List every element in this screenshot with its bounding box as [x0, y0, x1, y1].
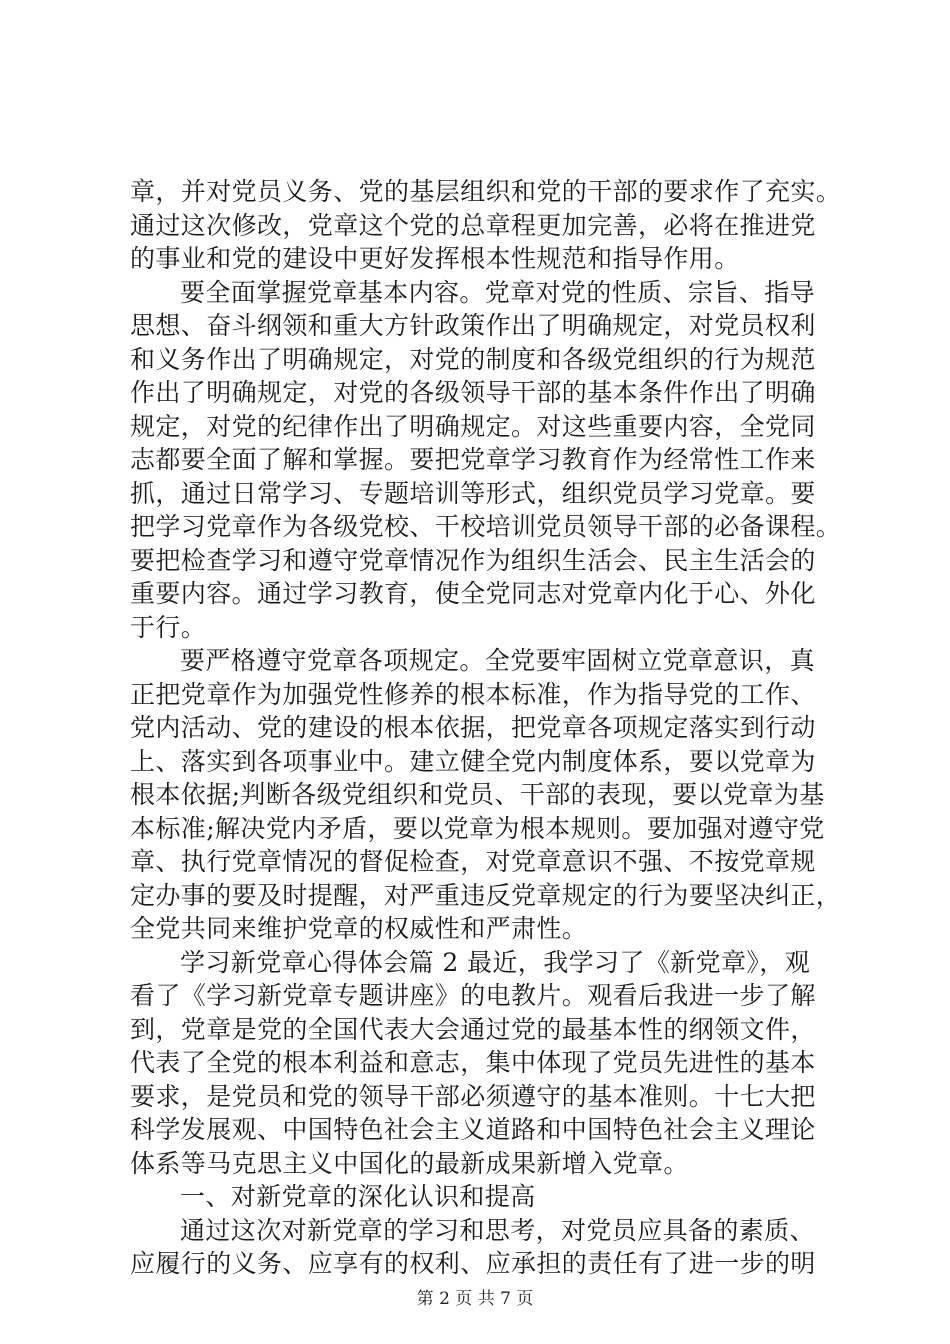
text-line: 重要内容。通过学习教育，使全党同志对党章内化于心、外化 [130, 579, 816, 608]
page-number-label: 第 2 页 共 7 页 [416, 1289, 534, 1309]
text-line: 通过这次修改，党章这个党的总章程更加完善，必将在推进党 [130, 210, 816, 240]
text-line: 的事业和党的建设中更好发挥根本性规范和指导作用。 [130, 244, 740, 273]
text-line: 章、执行党章情况的督促检查，对党章意识不强、不按党章规 [130, 847, 816, 876]
text-line: 应履行的义务、应享有的权利、应承担的责任有了进一步的明 [130, 1249, 816, 1278]
page-footer [0, 1284, 950, 1309]
text-line: 要严格遵守党章各项规定。全党要牢固树立党章意识，真 [180, 646, 816, 675]
text-line: 通过这次对新党章的学习和思考，对党员应具备的素质、 [180, 1215, 816, 1245]
text-line: 把学习党章作为各级党校、干校培训党员领导干部的必备课程。 [130, 512, 842, 541]
text-line: 定办事的要及时提醒，对严重违反党章规定的行为要坚决纠正， [130, 880, 842, 910]
text-line: 代表了全党的根本利益和意志，集中体现了党员先进性的基本 [130, 1048, 816, 1077]
text-line: 到，党章是党的全国代表大会通过党的最基本性的纲领文件， [130, 1014, 816, 1044]
text-line: 规定，对党的纪律作出了明确规定。对这些重要内容，全党同 [130, 411, 816, 441]
document-body [130, 175, 842, 1281]
text-line: 党内活动、党的建设的根本依据，把党章各项规定落实到行动 [130, 713, 816, 742]
text-line: 思想、奋斗纲领和重大方针政策作出了明确规定，对党员权利 [130, 311, 816, 340]
text-line: 要全面掌握党章基本内容。党章对党的性质、宗旨、指导 [180, 277, 816, 307]
text-line: 要求，是党员和党的领导干部必须遵守的基本准则。十七大把 [130, 1081, 816, 1111]
text-line: 要把检查学习和遵守党章情况作为组织生活会、民主生活会的 [130, 545, 816, 575]
text-line: 志都要全面了解和掌握。要把党章学习教育作为经常性工作来 [130, 445, 816, 474]
text-line: 章，并对党员义务、党的基层组织和党的干部的要求作了充实。 [130, 177, 842, 206]
text-line: 科学发展观、中国特色社会主义道路和中国特色社会主义理论 [130, 1115, 816, 1144]
text-line: 和义务作出了明确规定，对党的制度和各级党组织的行为规范 [130, 344, 816, 374]
text-line: 正把党章作为加强党性修养的根本标准，作为指导党的工作、 [130, 679, 816, 709]
text-line: 看了《学习新党章专题讲座》的电教片。观看后我进一步了解 [130, 981, 816, 1010]
text-line: 于行。 [130, 612, 207, 642]
text-line: 全党共同来维护党章的权威性和严肃性。 [130, 914, 588, 943]
text-line: 体系等马克思主义中国化的最新成果新增入党章。 [130, 1148, 689, 1178]
text-line: 上、落实到各项事业中。建立健全党内制度体系，要以党章为 [130, 746, 816, 776]
text-line: 本标准;解决党内矛盾，要以党章为根本规则。要加强对遵守党 [130, 813, 825, 843]
text-line: 一、对新党章的深化认识和提高 [180, 1182, 536, 1211]
text-line: 学习新党章心得体会篇 2 最近，我学习了《新党章》，观 [180, 947, 811, 977]
text-line: 抓，通过日常学习、专题培训等形式，组织党员学习党章。要 [130, 478, 816, 508]
text-line: 作出了明确规定，对党的各级领导干部的基本条件作出了明确 [130, 378, 816, 407]
text-line: 根本依据;判断各级党组织和党员、干部的表现，要以党章为基 [130, 780, 825, 809]
